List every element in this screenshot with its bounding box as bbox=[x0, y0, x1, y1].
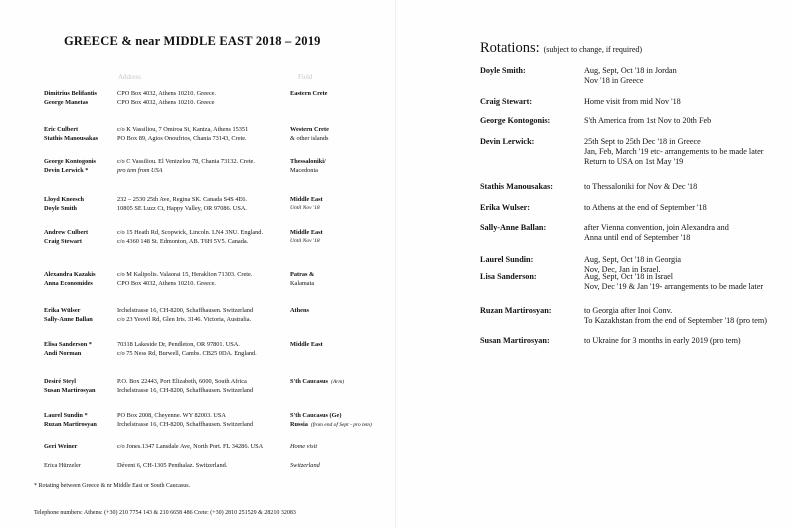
address-line: c/o Jones.1347 Lansdale Ave, North Port. FL 34286. USA bbox=[117, 443, 264, 450]
entry-name: Elisa Sanderson * bbox=[44, 341, 92, 348]
rotation-line: Return to USA on 1st May '19 bbox=[584, 157, 684, 167]
entry-names bbox=[44, 157, 116, 175]
entry-address bbox=[117, 270, 287, 288]
field-name: S'th Caucasus (Ge) bbox=[290, 412, 342, 419]
entry-name: Ruzan Martirosyan bbox=[44, 421, 97, 428]
entry-field bbox=[290, 377, 382, 387]
rotation-details bbox=[584, 182, 784, 192]
rotation-person: Doyle Smith: bbox=[480, 66, 526, 75]
rotation-details bbox=[584, 306, 784, 326]
rotation-line: Nov '18 in Greece bbox=[584, 76, 644, 86]
entry-address bbox=[117, 89, 287, 107]
entry-names bbox=[44, 411, 116, 429]
rotation-person: Lisa Sanderson: bbox=[480, 272, 537, 281]
entry-name: Susan Martirosyan bbox=[44, 387, 96, 394]
entry-names bbox=[44, 442, 116, 451]
address-line: Irchelstrasse 16, CH-8200, Schaffhausen. Switzerland bbox=[117, 307, 254, 314]
entry-names bbox=[44, 461, 116, 470]
rotation-details bbox=[584, 223, 784, 243]
address-line: c/o 23 Yeovil Rd, Glen Iris. 3146. Victoria, Australia. bbox=[117, 316, 252, 323]
entry-name: Stathis Manousakas bbox=[44, 135, 99, 142]
rotation-person: Erika Wulser: bbox=[480, 203, 530, 212]
rotation-line: to Thessaloniki for Nov & Dec '18 bbox=[584, 182, 698, 191]
entry-address bbox=[117, 377, 287, 395]
address-line: Irchelstrasse 16, CH-8200, Schaffhausen. Switzerland bbox=[117, 421, 254, 428]
entry-field bbox=[290, 89, 382, 98]
rotation-line: Aug, Sept, Oct '18 in Jordan bbox=[584, 66, 677, 75]
address-line: c/o 15 Heath Rd, Scopwick, Lincoln. LN4 3NU. England. bbox=[117, 229, 264, 236]
entry-field bbox=[290, 442, 382, 451]
entry-address bbox=[117, 195, 287, 213]
entry-names bbox=[44, 377, 116, 395]
address-line: c/o 4360 148 St. Edmonton, AB. T6H 5V5. Canada. bbox=[117, 238, 249, 245]
rotations-heading: Rotations: bbox=[480, 40, 540, 56]
address-line: CPO Box 4032, Athens 10210. Greece. bbox=[117, 280, 216, 287]
field-name: Middle East bbox=[290, 196, 323, 203]
rotation-line: to Athens at the end of September '18 bbox=[584, 203, 707, 212]
field-name: Eastern Crete bbox=[290, 90, 328, 97]
entry-names bbox=[44, 270, 116, 288]
address-line: PO Box 89, Agios Onoufrios, Chania 73143, Crete. bbox=[117, 135, 247, 142]
entry-address bbox=[117, 461, 287, 470]
entry-field bbox=[290, 411, 382, 430]
rotation-line: Aug, Sept, Oct '18 in Georgia bbox=[584, 255, 682, 264]
field-name: Thessaloniki/ bbox=[290, 158, 326, 165]
entry-address bbox=[117, 411, 287, 429]
entry-field bbox=[290, 157, 382, 175]
field-name: Patras & bbox=[290, 271, 315, 278]
address-line: c/o M Kalipolis. Valaorai 15, Heraklion 71303. Crete. bbox=[117, 271, 253, 278]
rotation-person: Stathis Manousakas: bbox=[480, 182, 554, 191]
rotation-line: To Kazakhstan from the end of September '18 (pro tem) bbox=[584, 316, 768, 326]
rotation-line: 25th Sept to 25th Dec '18 in Greece bbox=[584, 137, 701, 146]
page-title: GREECE & near MIDDLE EAST 2018 – 2019 bbox=[64, 34, 321, 48]
telephone-numbers: Telephone numbers: Athens: (+30) 210 7754 143 & 210 6658 486 Crete: (+30) 2810 251529 & 28210 32083 bbox=[34, 510, 296, 516]
entry-name: Alexandra Kazakis bbox=[44, 271, 96, 278]
rotation-person: Sally-Anne Ballan: bbox=[480, 223, 547, 232]
rotation-person: Ruzan Martirosyan: bbox=[480, 306, 552, 315]
rotations-title bbox=[480, 39, 642, 57]
entry-name: Andi Norman bbox=[44, 350, 82, 357]
field-name: Middle East bbox=[290, 229, 323, 236]
page-divider bbox=[395, 0, 396, 528]
rotation-line: Anna until end of September '18 bbox=[584, 233, 691, 243]
field-name: Home visit bbox=[290, 443, 318, 450]
entry-address bbox=[117, 228, 287, 246]
address-line: Dévent 6, CH-1305 Penthalaz. Switzerland. bbox=[117, 462, 228, 469]
address-line: 232 – 2530 25th Ave, Regina SK. Canada S4S 4E6. bbox=[117, 196, 248, 203]
rotation-person: Laurel Sundin: bbox=[480, 255, 534, 264]
address-line: P.O. Box 22443, Port Elizabeth, 6000, South Africa bbox=[117, 378, 247, 385]
address-line: PO Box 2008, Cheyenne. WY 82003. USA bbox=[117, 412, 226, 419]
entry-names bbox=[44, 89, 116, 107]
field-sub: & other islands bbox=[290, 135, 329, 142]
rotation-line: Nov, Dec '19 & Jan '19- arrangements to be made later bbox=[584, 282, 764, 292]
rotations-note: (subject to change, if required) bbox=[543, 45, 643, 54]
field-name: S'th Caucasus bbox=[290, 378, 328, 385]
field-name: Athens bbox=[290, 307, 309, 314]
entry-name: Geri Weiner bbox=[44, 443, 78, 450]
rotation-line: after Vienna convention, join Alexandra and bbox=[584, 223, 729, 232]
rotation-line: to Ukraine for 3 months in early 2019 (pro tem) bbox=[584, 336, 741, 345]
rotation-details bbox=[584, 336, 784, 346]
rotation-details bbox=[584, 272, 784, 292]
entry-address bbox=[117, 125, 287, 143]
rotation-line: Nov, Dec, Jan in Israel. bbox=[584, 265, 661, 275]
field-sub: Macedonia bbox=[290, 167, 318, 174]
entry-name: Doyle Smith bbox=[44, 205, 78, 212]
entry-address bbox=[117, 442, 287, 451]
entry-name: Sally-Anne Ballan bbox=[44, 316, 93, 323]
rotation-details bbox=[584, 137, 784, 168]
entry-address bbox=[117, 340, 287, 358]
rotation-details bbox=[584, 66, 784, 86]
address-line: Irchelstrasse 16, CH-8200, Schaffhausen. Switzerland bbox=[117, 387, 254, 394]
rotation-details bbox=[584, 116, 784, 126]
field-sub-note: (from end of Sept - pro tem) bbox=[310, 422, 372, 428]
rotation-line: Aug, Sept, Oct '18 in Israel bbox=[584, 272, 674, 281]
field-note: Until Nov '18 bbox=[290, 238, 320, 244]
entry-names bbox=[44, 340, 116, 358]
footnote: * Rotating between Greece & nr Middle East or South Caucasus. bbox=[34, 483, 191, 489]
entry-field bbox=[290, 340, 382, 349]
rotation-line: Jan, Feb, March '19 etc- arrangements to be made later bbox=[584, 147, 764, 157]
entry-names bbox=[44, 306, 116, 324]
entry-name: Desiré Steyl bbox=[44, 378, 76, 385]
address-line: CPO Box 4032, Athens 10210. Greece. bbox=[117, 90, 216, 97]
rotation-person: Devin Lerwick: bbox=[480, 137, 535, 146]
entry-name: Dimitrius Belifantis bbox=[44, 90, 97, 97]
rotation-person: Susan Martirosyan: bbox=[480, 336, 550, 345]
field-note: Until Nov '18 bbox=[290, 205, 320, 211]
entry-name: Erica Hürzeler bbox=[44, 462, 81, 469]
entry-names bbox=[44, 228, 116, 246]
address-line: 10805 SE Luzz Ct, Happy Valley, OR 97086. USA. bbox=[117, 205, 247, 212]
address-line: 70318 Lakeside Dr, Pendleton, OR 97801. USA. bbox=[117, 341, 240, 348]
entry-address bbox=[117, 306, 287, 324]
entry-name: Erika Wülser bbox=[44, 307, 81, 314]
field-name: Middle East bbox=[290, 341, 323, 348]
entry-name: George Manetas bbox=[44, 99, 89, 106]
entry-field bbox=[290, 461, 382, 470]
rotation-line: S'th America from 1st Nov to 20th Feb bbox=[584, 116, 712, 125]
rotation-person: George Kontogonis: bbox=[480, 116, 551, 125]
field-name: Switzerland bbox=[290, 462, 320, 469]
entry-field bbox=[290, 228, 382, 246]
rotation-line: to Georgia after Inoi Conv. bbox=[584, 306, 673, 315]
field-column-header: Field bbox=[298, 73, 313, 81]
field-sub: Kalamata bbox=[290, 280, 315, 287]
entry-names bbox=[44, 195, 116, 213]
field-sub: Russia bbox=[290, 421, 308, 428]
entry-field bbox=[290, 195, 382, 213]
entry-name: Anna Economides bbox=[44, 280, 93, 287]
rotation-details bbox=[584, 97, 784, 107]
entry-name: Devin Lerwick * bbox=[44, 167, 89, 174]
entry-field bbox=[290, 306, 382, 315]
entry-name: Craig Stewart bbox=[44, 238, 82, 245]
entry-name: Andrew Culbert bbox=[44, 229, 89, 236]
entry-name: George Kontogonis bbox=[44, 158, 96, 165]
rotation-line: Home visit from mid Nov '18 bbox=[584, 97, 681, 106]
field-inline-note: (Arm) bbox=[330, 379, 345, 385]
address-column-header: Address bbox=[118, 73, 141, 81]
rotation-person: Craig Stewart: bbox=[480, 97, 533, 106]
address-line: c/o K Vassiliou, 7 Omiroa St, Kantza, Athens 15351 bbox=[117, 126, 249, 133]
entry-name: Eric Culbert bbox=[44, 126, 79, 133]
entry-field bbox=[290, 270, 382, 288]
address-line: c/o C Vassiliou. El Venizelou 78, Chania 73132. Crete. bbox=[117, 158, 255, 165]
entry-field bbox=[290, 125, 382, 143]
entry-names bbox=[44, 125, 116, 143]
field-name: Western Crete bbox=[290, 126, 329, 133]
entry-name: Laurel Sundin * bbox=[44, 412, 88, 419]
address-line: pro tem from USA bbox=[117, 167, 163, 174]
address-line: c/o 75 Ness Rd, Burwell, Cambs. CB25 0DA. England. bbox=[117, 350, 257, 357]
address-line: CPO Box 4032, Athens 10210. Greece bbox=[117, 99, 215, 106]
entry-name: Lloyd Kneesch bbox=[44, 196, 85, 203]
entry-address bbox=[117, 157, 287, 175]
rotation-details bbox=[584, 203, 784, 213]
